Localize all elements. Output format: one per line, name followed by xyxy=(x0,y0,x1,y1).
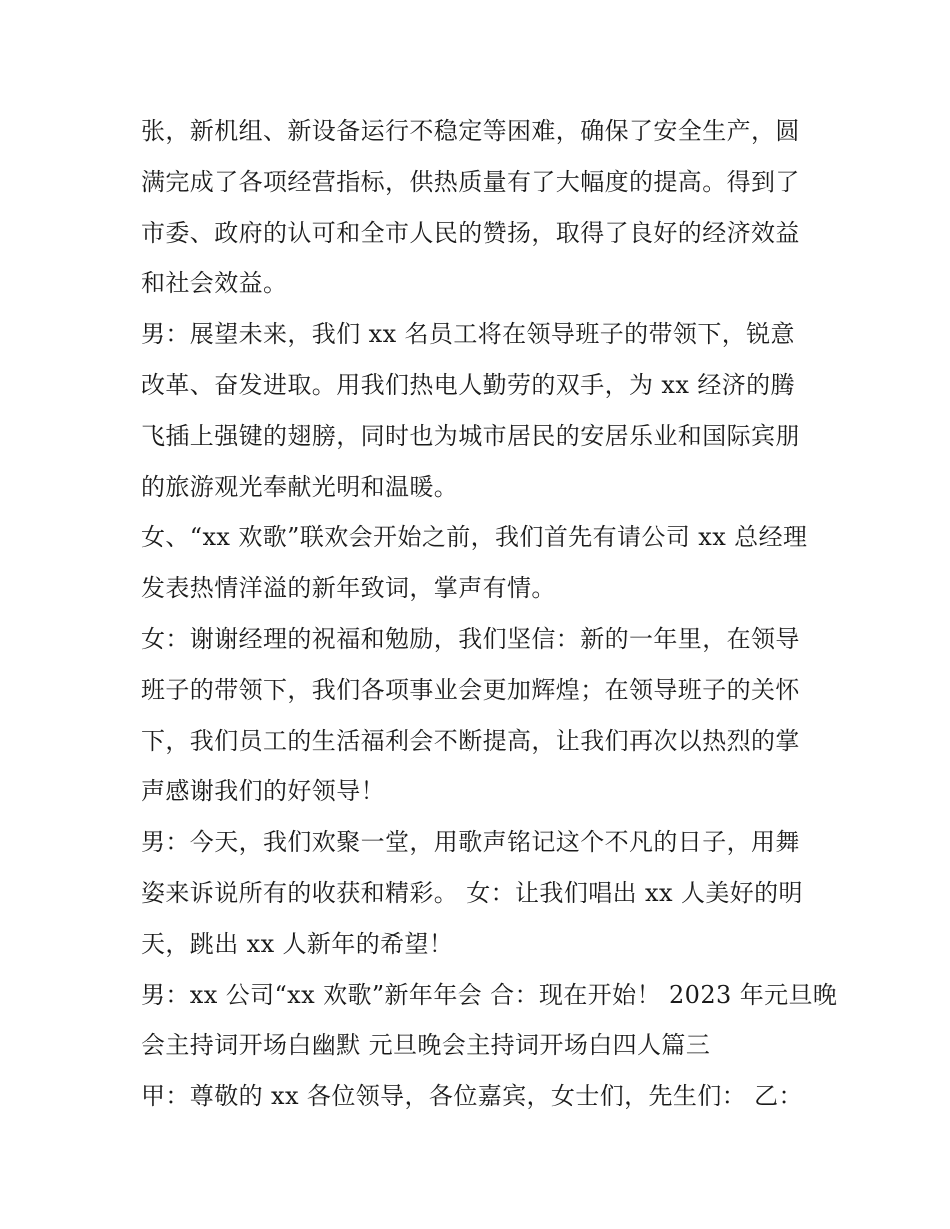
text-line: 飞插上强键的翅膀，同时也为城市居民的安居乐业和国际宾朋 xyxy=(141,421,800,450)
text-line: 姿来诉说所有的收获和精彩。 女：让我们唱出 xx 人美好的明 xyxy=(141,878,803,907)
text-line: 甲：尊敬的 xx 各位领导，各位嘉宾，女士们，先生们： 乙： xyxy=(141,1082,803,1111)
text-line: 的旅游观光奉献光明和温暖。 xyxy=(141,472,459,501)
text-line: 班子的带领下，我们各项事业会更加辉煌；在领导班子的关怀 xyxy=(141,675,800,704)
text-line: 女：谢谢经理的祝福和勉励，我们坚信：新的一年里，在领导 xyxy=(141,624,800,653)
text-line: 天，跳出 xx 人新年的希望！ xyxy=(141,929,454,958)
text-line: 改革、奋发进取。用我们热电人勤劳的双手，为 xx 经济的腾 xyxy=(141,370,795,399)
text-line: 发表热情洋溢的新年致词，掌声有情。 xyxy=(141,574,556,603)
text-line: 和社会效益。 xyxy=(141,269,288,298)
text-line: 会主持词开场白幽默 元旦晚会主持词开场白四人篇三 xyxy=(141,1031,711,1060)
text-line: 下，我们员工的生活福利会不断提高，让我们再次以热烈的掌 xyxy=(141,726,800,755)
text-line: 声感谢我们的好领导！ xyxy=(141,777,385,806)
text-line: 张，新机组、新设备运行不稳定等困难，确保了安全生产，圆 xyxy=(141,117,800,145)
text-line: 市委、政府的认可和全市人民的赞扬，取得了良好的经济效益 xyxy=(141,218,800,247)
text-line: 男：展望未来，我们 xx 名员工将在领导班子的带领下，锐意 xyxy=(141,320,795,349)
text-line: 满完成了各项经营指标，供热质量有了大幅度的提高。得到了 xyxy=(141,167,800,196)
text-line: 女、“xx 欢歌”联欢会开始之前，我们首先有请公司 xx 总经理 xyxy=(141,523,808,552)
text-line: 男：xx 公司“xx 欢歌”新年年会 合：现在开始！ 2023 年元旦晚 xyxy=(141,980,838,1009)
document-body xyxy=(141,106,838,1122)
text-line: 男：今天，我们欢聚一堂，用歌声铭记这个不凡的日子，用舞 xyxy=(141,828,800,857)
